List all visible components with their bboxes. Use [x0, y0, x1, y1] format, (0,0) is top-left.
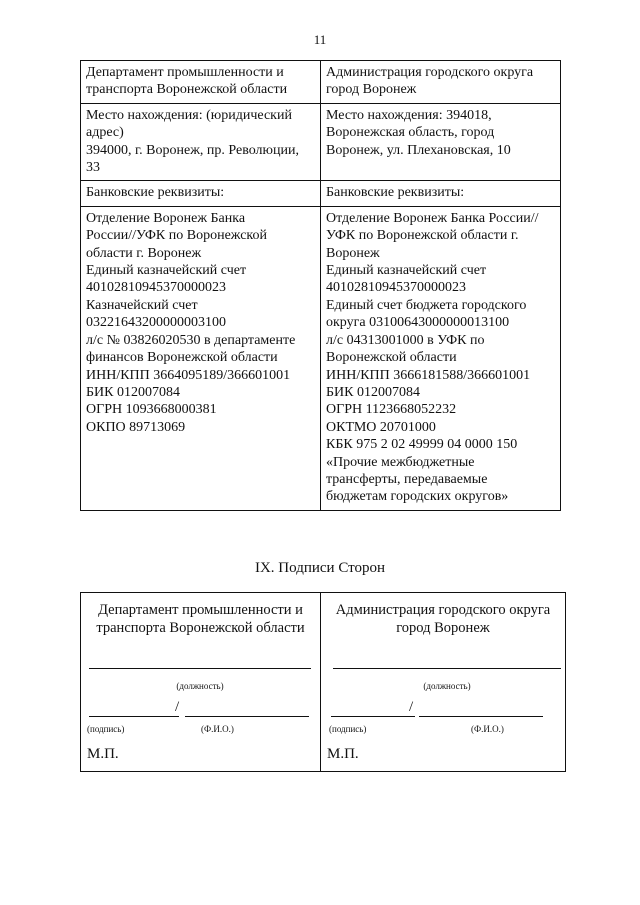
text-line: КБК 975 2 02 49999 04 0000 150 — [326, 437, 518, 453]
text-line: ОГРН 1093668000381 — [86, 402, 217, 418]
text-line: БИК 012007084 — [86, 384, 180, 400]
text-line: город Воронеж — [396, 620, 490, 636]
section-title: IX. Подписи Сторон — [254, 560, 386, 576]
position-line[interactable] — [89, 668, 311, 669]
text-line: 33 — [86, 160, 100, 176]
text-line: Место нахождения: (юридический — [86, 107, 292, 123]
party-details-table — [80, 60, 561, 511]
text-line: л/с № 03826020530 в департаменте — [86, 332, 296, 348]
signature-caption: (подпись) — [329, 724, 367, 734]
bank-label-right — [321, 181, 561, 206]
text-line: России//УФК по Воронежской — [86, 228, 268, 244]
signature-block-left — [81, 593, 321, 772]
text-line: «Прочие межбюджетные — [326, 454, 475, 470]
text-line: 03221643200000003100 — [86, 315, 226, 331]
text-line: Воронежская область, город — [326, 125, 495, 141]
text-line: л/с 04313001000 в УФК по — [326, 332, 485, 348]
page-number: 11 — [313, 32, 327, 47]
text-line: ОКТМО 20701000 — [326, 419, 436, 435]
signatory-org — [81, 601, 320, 637]
text-line: УФК по Воронежской области г. — [326, 228, 519, 244]
text-line: ИНН/КПП 3666181588/366601001 — [326, 367, 531, 383]
full-name-line[interactable] — [419, 716, 543, 717]
text-line: Единый казначейский счет — [326, 263, 487, 279]
slash-separator: / — [409, 699, 414, 715]
text-line: Администрация городского округа — [335, 602, 551, 618]
text-line: Казначейский счет — [86, 297, 198, 313]
text-line: Отделение Воронеж Банка России// — [326, 210, 539, 226]
text-line: трансферты, передаваемые — [326, 471, 488, 487]
text-line: 40102810945370000023 — [86, 280, 226, 296]
stamp-place: М.П. — [87, 746, 119, 762]
text-line: Департамент промышленности и — [86, 65, 284, 80]
text-line: ИНН/КПП 3664095189/366601001 — [86, 367, 291, 383]
text-line: БИК 012007084 — [326, 384, 420, 400]
full-name-caption: (Ф.И.О.) — [201, 724, 234, 734]
text-line: Воронеж, ул. Плехановская, 10 — [326, 142, 511, 158]
text-line: адрес) — [86, 125, 124, 141]
bank-details-row — [81, 206, 561, 510]
stamp-place: М.П. — [327, 746, 359, 762]
location-row — [81, 103, 561, 181]
signatory-org — [321, 601, 565, 637]
text-line: Единый казначейский счет — [86, 263, 247, 279]
party-left-name — [81, 61, 321, 104]
text-line: Администрация городского округа — [326, 65, 534, 80]
text-line: Банковские реквизиты: — [86, 185, 225, 201]
text-line: Место нахождения: 394018, — [326, 107, 492, 123]
text-line: транспорта Воронежской области — [96, 620, 305, 636]
party-right-bank-details — [321, 206, 561, 510]
text-line: бюджетам городских округов» — [326, 489, 509, 505]
signatures-table — [80, 592, 566, 772]
signature-line[interactable] — [89, 716, 179, 717]
party-right-name — [321, 61, 561, 104]
signature-block-right — [321, 593, 566, 772]
text-line: 394000, г. Воронеж, пр. Революции, — [86, 142, 299, 158]
text-line: ОКПО 89713069 — [86, 419, 186, 435]
party-right-location — [321, 103, 561, 181]
full-name-caption: (Ф.И.О.) — [471, 724, 504, 734]
text-line: области г. Воронеж — [86, 245, 202, 261]
text-line: ОГРН 1123668052232 — [326, 402, 457, 418]
text-line: город Воронеж — [326, 82, 417, 98]
text-line: Банковские реквизиты: — [326, 185, 465, 201]
position-caption: (должность) — [176, 681, 224, 691]
position-caption: (должность) — [423, 681, 471, 691]
text-line: округа 03100643000000013100 — [326, 315, 510, 331]
text-line: Отделение Воронеж Банка — [86, 210, 246, 226]
text-line: Единый счет бюджета городского — [326, 297, 527, 313]
slash-separator: / — [175, 699, 180, 715]
text-line: Воронеж — [326, 245, 380, 261]
signature-caption: (подпись) — [87, 724, 125, 734]
text-line: транспорта Воронежской области — [86, 82, 288, 98]
position-line[interactable] — [333, 668, 561, 669]
bank-label-left — [81, 181, 321, 206]
party-names-row — [81, 61, 561, 104]
text-line: Департамент промышленности и — [98, 602, 303, 618]
bank-label-row — [81, 181, 561, 206]
signature-line[interactable] — [331, 716, 415, 717]
party-left-location — [81, 103, 321, 181]
full-name-line[interactable] — [185, 716, 309, 717]
party-left-bank-details — [81, 206, 321, 510]
text-line: финансов Воронежской области — [86, 350, 278, 366]
text-line: Воронежской области — [326, 350, 457, 366]
text-line: 40102810945370000023 — [326, 280, 466, 296]
